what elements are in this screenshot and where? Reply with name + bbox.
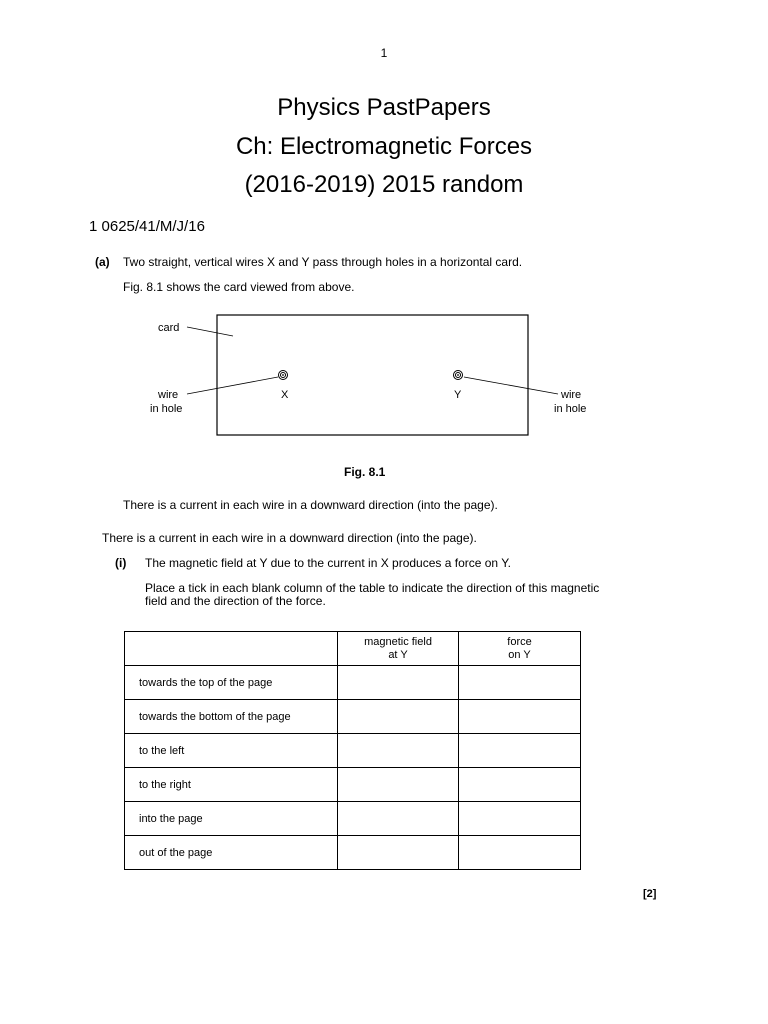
header-force-line2: on Y: [508, 648, 531, 661]
title-line-1: Physics PastPapers: [277, 94, 491, 121]
table-row: [125, 734, 581, 768]
instruction-line-2: field and the direction of the force.: [145, 594, 326, 608]
paper-reference: 1 0625/41/M/J/16: [89, 218, 205, 235]
row-label: to the left: [125, 734, 338, 768]
instruction-line-1: Place a tick in each blank column of the table to indicate the direction of this magnetic: [145, 581, 600, 595]
table-row: [125, 768, 581, 802]
header-empty-cell: [125, 632, 338, 666]
header-force: [459, 632, 581, 666]
card-pointer: [187, 327, 233, 336]
force-tick-cell[interactable]: [459, 666, 581, 700]
answer-table: [124, 631, 581, 870]
table-row: [125, 666, 581, 700]
part-i-text: The magnetic field at Y due to the current in X produces a force on Y.: [145, 556, 512, 570]
force-tick-cell[interactable]: [459, 734, 581, 768]
force-tick-cell[interactable]: [459, 802, 581, 836]
magnetic-field-tick-cell[interactable]: [338, 768, 459, 802]
card-label: card: [158, 322, 180, 334]
wire-right-label-1: wire: [561, 389, 582, 401]
wire-left-label-2: in hole: [150, 403, 183, 415]
table-row: [125, 802, 581, 836]
force-tick-cell[interactable]: [459, 768, 581, 802]
table-header-row: [125, 632, 581, 666]
title-line-3: (2016-2019) 2015 random: [244, 171, 524, 198]
wire-x-icon: [279, 371, 288, 380]
title-line-2: Ch: Electromagnetic Forces: [235, 133, 533, 160]
row-label: towards the bottom of the page: [125, 700, 338, 734]
row-label: into the page: [125, 802, 338, 836]
header-magnetic-field: [338, 632, 459, 666]
magnetic-field-tick-cell[interactable]: [338, 802, 459, 836]
row-label: to the right: [125, 768, 338, 802]
figure-intro: Fig. 8.1 shows the card viewed from above.: [123, 280, 355, 294]
table-row: [125, 836, 581, 870]
magnetic-field-tick-cell[interactable]: [338, 666, 459, 700]
magnetic-field-tick-cell[interactable]: [338, 836, 459, 870]
wire-y-icon: [454, 371, 463, 380]
figure-8-1: [140, 300, 620, 490]
force-tick-cell[interactable]: [459, 700, 581, 734]
wire-y-pointer: [464, 377, 558, 394]
card-outline: [217, 315, 528, 435]
part-i-label: (i): [115, 556, 127, 570]
wire-x-pointer: [187, 377, 278, 394]
table-row: [125, 700, 581, 734]
wire-x-label: X: [281, 389, 289, 401]
magnetic-field-tick-cell[interactable]: [338, 700, 459, 734]
marks-label: [2]: [643, 888, 657, 900]
magnetic-field-tick-cell[interactable]: [338, 734, 459, 768]
wire-right-label-2: in hole: [554, 403, 587, 415]
page-number: 1: [380, 46, 388, 60]
header-force-line1: force: [507, 635, 532, 648]
current-text-2: There is a current in each wire in a downward direction (into the page).: [102, 531, 477, 545]
header-magnetic-field-line2: at Y: [388, 648, 408, 661]
wire-y-label: Y: [454, 389, 462, 401]
current-text-1: There is a current in each wire in a downward direction (into the page).: [123, 498, 498, 512]
row-label: out of the page: [125, 836, 338, 870]
row-label: towards the top of the page: [125, 666, 338, 700]
figure-caption: Fig. 8.1: [344, 465, 386, 479]
part-a-text: Two straight, vertical wires X and Y pass through holes in a horizontal card.: [123, 255, 523, 269]
force-tick-cell[interactable]: [459, 836, 581, 870]
part-a-label: (a): [95, 255, 110, 269]
header-magnetic-field-line1: magnetic field: [364, 635, 432, 648]
wire-left-label-1: wire: [158, 389, 179, 401]
